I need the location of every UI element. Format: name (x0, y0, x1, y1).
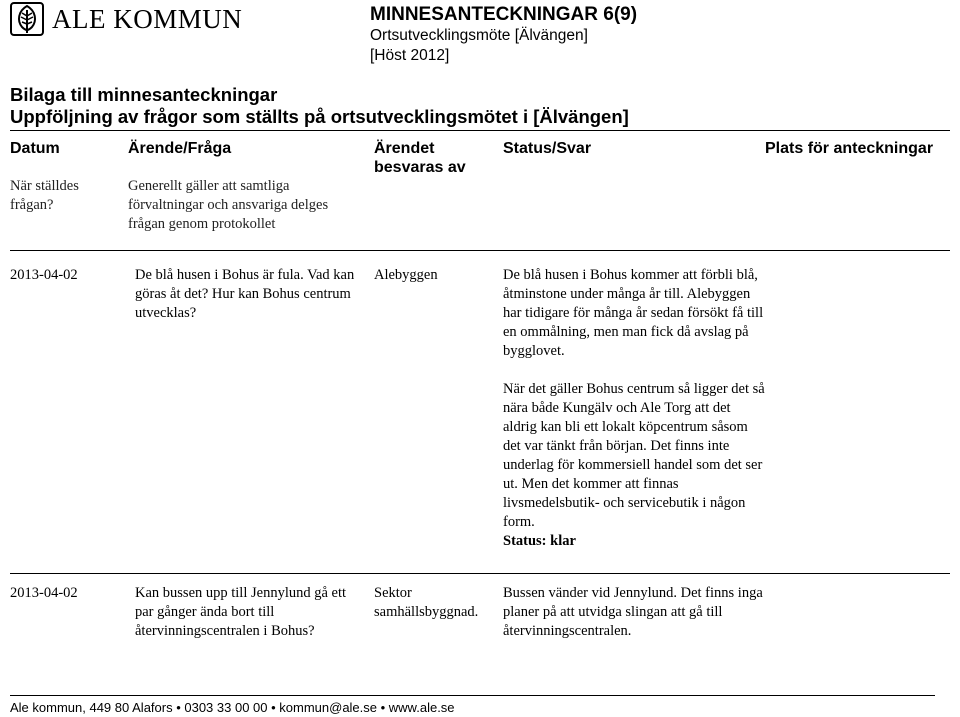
col-header-plats: Plats för anteckningar (765, 140, 934, 157)
svar-paragraph-1: De blå husen i Bohus kommer att förbli blå, åtminstone under många år till. Alebyggen har tidigare för många år sedan försökt få till en ommålning, men man fick då avslag på bygglovet. (503, 267, 764, 359)
footer-contact: Ale kommun, 449 80 Alafors • 0303 33 00 00 • kommun@ale.se • www.ale.se (10, 700, 455, 715)
col-header-besvaras-2: besvaras av (374, 159, 466, 176)
logo-text: ALE KOMMUN (52, 4, 243, 34)
footer-rule (10, 695, 935, 696)
row-rule (10, 573, 950, 574)
svar-paragraph-2: När det gäller Bohus centrum så ligger det så nära både Kungälv och Ale Torg att det aldrig kan bli ett lokalt köpcentrum såsom det var tänkt från början. Det finns inte underlag för kommersiell handel som det ser ut. Men det kommer att finnas livsmedelsbutik- och servicebutik i någon form. (503, 381, 765, 530)
status-badge: Status: klar (503, 533, 576, 549)
bilaga-heading: Bilaga till minnesanteckningar (10, 84, 278, 105)
svar-paragraph-1: Bussen vänder vid Jennylund. Det finns inga planer på att utvidga slingan att gå till återvinningscentralen. (503, 585, 763, 639)
document-header (370, 4, 637, 66)
table-row-2-besvaras: Sektor samhällsbyggnad. (374, 585, 479, 620)
document-title: MINNESANTECKNINGAR 6(9) (370, 4, 638, 25)
meeting-name: Ortsutvecklingsmöte [Älvängen] (370, 27, 588, 44)
tree-leaf-icon (10, 2, 44, 36)
table-row-1-fraga: De blå husen i Bohus är fula. Vad kan göras åt det? Hur kan Bohus centrum utvecklas? (135, 267, 355, 321)
table-row-1-datum: 2013-04-02 (10, 267, 78, 283)
table-row-2-datum: 2013-04-02 (10, 585, 78, 601)
meeting-term: [Höst 2012] (370, 47, 450, 64)
col-header-status: Status/Svar (503, 140, 592, 157)
bilaga-subheading: Uppföljning av frågor som ställts på ortsutvecklingsmötet i [Älvängen] (10, 106, 629, 127)
table-row-2-fraga: Kan bussen upp till Jennylund gå ett par gånger ända bort till återvinningscentralen i Bohus? (135, 585, 347, 639)
ale-kommun-logo (10, 2, 242, 36)
col-header-datum: Datum (10, 140, 60, 157)
col-header-arende: Ärende/Fråga (128, 140, 232, 157)
col-subheader-datum: När ställdes frågan? (10, 178, 79, 213)
header-rule (10, 250, 950, 251)
table-row-2-svar (503, 584, 765, 641)
col-header-besvaras-1: Ärendet (374, 140, 435, 157)
table-top-rule (10, 130, 950, 131)
table-row-1-besvaras: Alebyggen (374, 267, 438, 283)
col-subheader-arende: Generellt gäller att samtliga förvaltningar och ansvariga delges frågan genom protokollet (128, 178, 329, 232)
table-row-1-svar (503, 266, 765, 551)
